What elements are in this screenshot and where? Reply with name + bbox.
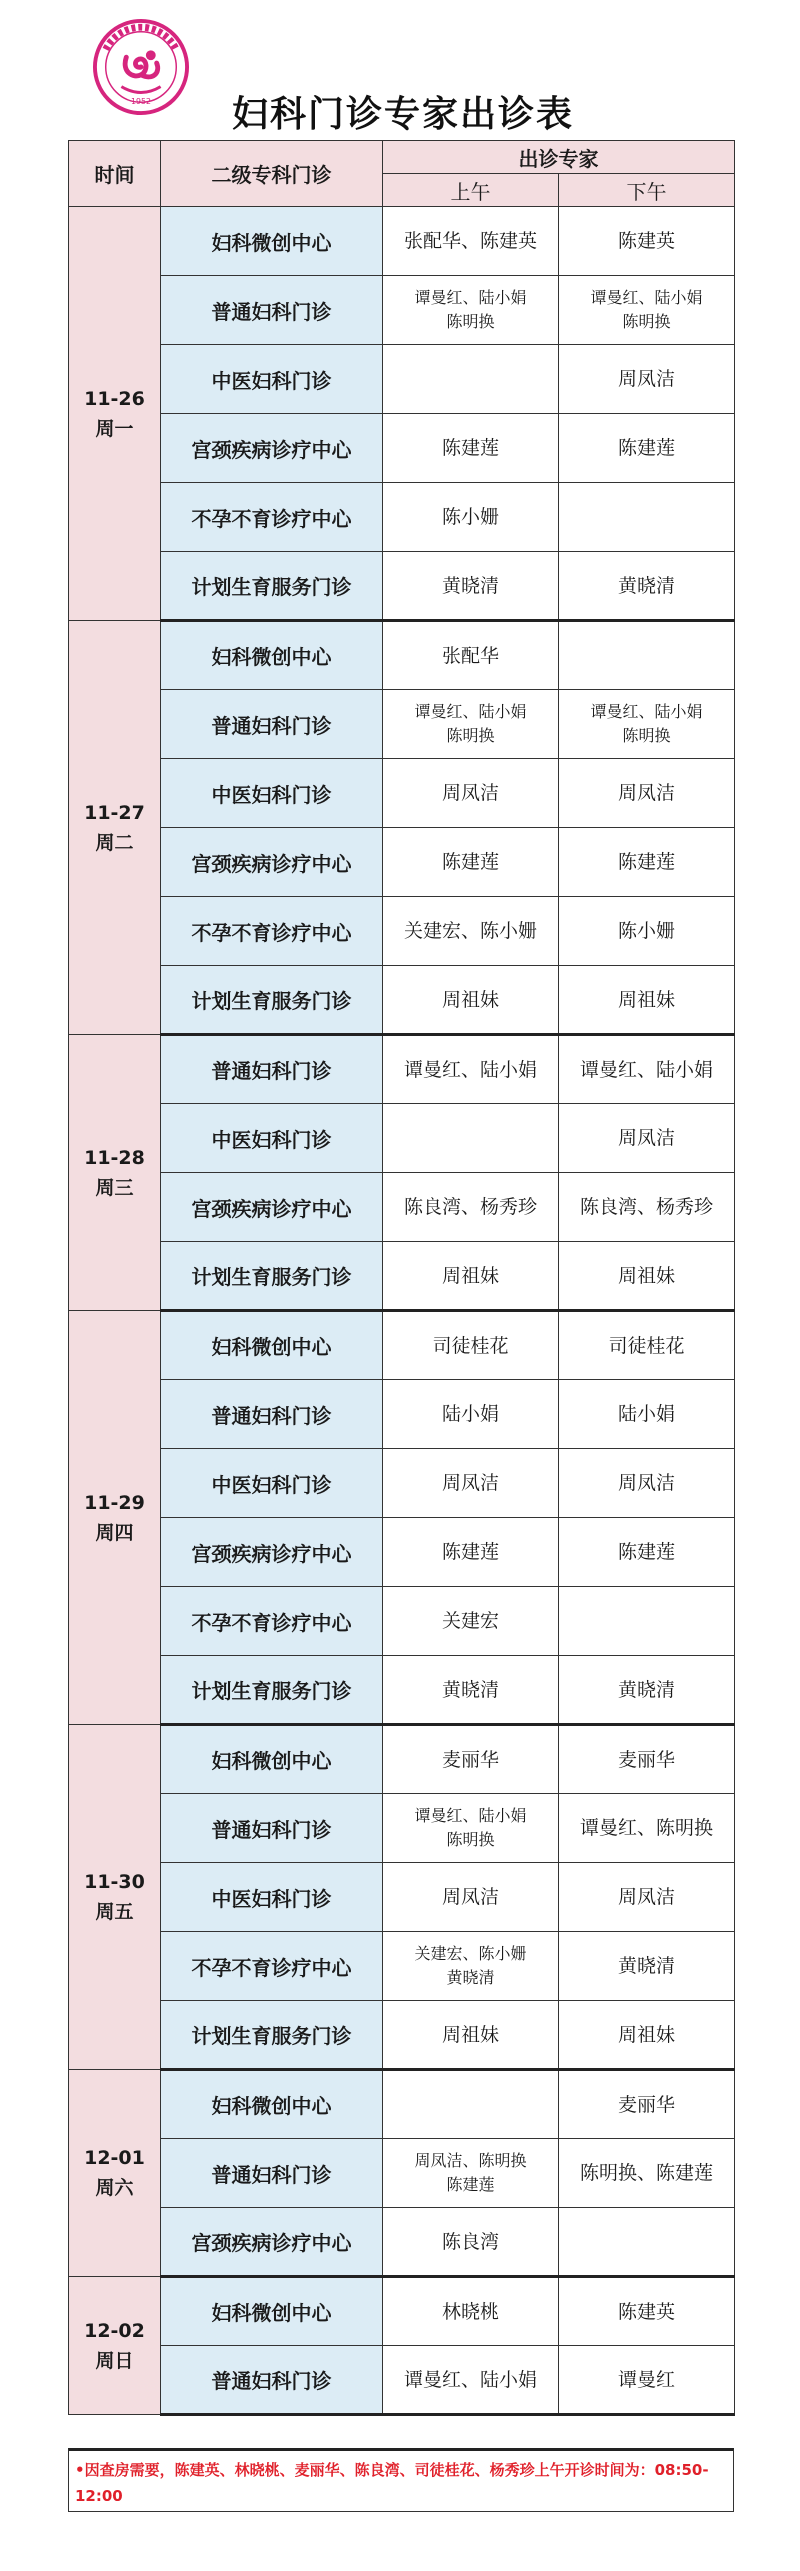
table-row (69, 2070, 735, 2139)
header-am: 上午 (383, 174, 559, 207)
table-row (69, 690, 735, 759)
doctor-pm-cell: 周祖妹 (559, 2001, 735, 2070)
day-weekday: 周五 (95, 1901, 134, 1923)
dept-cell: 计划生育服务门诊 (161, 966, 383, 1035)
doctor-pm-cell: 陈良湾、杨秀珍 (559, 1173, 735, 1242)
day-date: 11-26 (84, 387, 145, 410)
table-row (69, 1311, 735, 1380)
day-cell (69, 621, 161, 1035)
table-row (69, 1173, 735, 1242)
table-row (69, 1449, 735, 1518)
table-row (69, 2277, 735, 2346)
header-time: 时间 (69, 141, 161, 207)
svg-text:1952: 1952 (131, 97, 151, 107)
doctor-pm-cell: 陈小姗 (559, 897, 735, 966)
doctor-pm-cell: 黄晓清 (559, 1656, 735, 1725)
doctor-am-cell: 陈良湾 (383, 2208, 559, 2277)
table-row (69, 345, 735, 414)
doctor-am-cell: 周凤洁 (383, 759, 559, 828)
doctor-am-cell: 张配华、陈建英 (383, 207, 559, 276)
table-row (69, 1725, 735, 1794)
doctor-pm-cell (559, 483, 735, 552)
table-row (69, 1932, 735, 2001)
dept-cell: 普通妇科门诊 (161, 1794, 383, 1863)
dept-cell: 妇科微创中心 (161, 2070, 383, 2139)
doctor-am-cell: 陈良湾、杨秀珍 (383, 1173, 559, 1242)
table-row (69, 828, 735, 897)
doctor-pm-cell: 陈建莲 (559, 414, 735, 483)
dept-cell: 普通妇科门诊 (161, 1380, 383, 1449)
doctor-am-cell: 麦丽华 (383, 1725, 559, 1794)
dept-cell: 计划生育服务门诊 (161, 2001, 383, 2070)
doctor-am-cell: 关建宏 (383, 1587, 559, 1656)
day-date: 12-01 (84, 2147, 145, 2169)
doctor-am-cell: 张配华 (383, 621, 559, 690)
table-row (69, 1518, 735, 1587)
table-row (69, 414, 735, 483)
table-row (69, 207, 735, 276)
doctor-am-cell: 黄晓清 (383, 1656, 559, 1725)
table-row (69, 621, 735, 690)
day-date: 11-29 (84, 1491, 145, 1514)
table-row (69, 2001, 735, 2070)
dept-cell: 计划生育服务门诊 (161, 1656, 383, 1725)
clinic-schedule-table (68, 140, 735, 2416)
doctor-pm-cell: 麦丽华 (559, 1725, 735, 1794)
day-weekday: 周六 (95, 2177, 134, 2199)
doctor-pm-cell: 麦丽华 (559, 2070, 735, 2139)
day-date: 12-02 (84, 2319, 145, 2342)
doctor-pm-cell: 周凤洁 (559, 345, 735, 414)
dept-cell: 宫颈疾病诊疗中心 (161, 2208, 383, 2277)
dept-cell: 不孕不育诊疗中心 (161, 897, 383, 966)
schedule-body (69, 207, 735, 2415)
doctor-am-cell: 陈小姗 (383, 483, 559, 552)
table-row (69, 1656, 735, 1725)
day-cell (69, 2070, 161, 2277)
doctor-am-cell: 周凤洁、陈明换 陈建莲 (383, 2139, 559, 2208)
table-row (69, 1380, 735, 1449)
doctor-pm-cell: 黄晓清 (559, 1932, 735, 2001)
doctor-am-cell (383, 2070, 559, 2139)
dept-cell: 普通妇科门诊 (161, 2139, 383, 2208)
dept-cell: 中医妇科门诊 (161, 1104, 383, 1173)
doctor-pm-cell: 陈明换、陈建莲 (559, 2139, 735, 2208)
dept-cell: 中医妇科门诊 (161, 1449, 383, 1518)
dept-cell: 宫颈疾病诊疗中心 (161, 1518, 383, 1587)
table-row (69, 2208, 735, 2277)
header-pm: 下午 (559, 174, 735, 207)
day-weekday: 周日 (95, 2349, 134, 2372)
doctor-am-cell: 谭曼红、陆小娟 (383, 2346, 559, 2415)
doctor-pm-cell: 陈建莲 (559, 1518, 735, 1587)
doctor-pm-cell: 谭曼红、陆小娟 (559, 1035, 735, 1104)
day-weekday: 周一 (95, 417, 134, 440)
doctor-am-cell: 周凤洁 (383, 1863, 559, 1932)
doctor-am-cell: 周凤洁 (383, 1449, 559, 1518)
doctor-pm-cell: 谭曼红、陆小娟 陈明换 (559, 690, 735, 759)
table-row (69, 966, 735, 1035)
day-weekday: 周三 (95, 1176, 134, 1199)
dept-cell: 中医妇科门诊 (161, 1863, 383, 1932)
dept-cell: 妇科微创中心 (161, 1311, 383, 1380)
doctor-pm-cell (559, 1587, 735, 1656)
table-row (69, 552, 735, 621)
dept-cell: 不孕不育诊疗中心 (161, 1587, 383, 1656)
doctor-pm-cell: 陈建英 (559, 2277, 735, 2346)
doctor-am-cell: 谭曼红、陆小娟 陈明换 (383, 1794, 559, 1863)
doctor-pm-cell: 周凤洁 (559, 1449, 735, 1518)
dept-cell: 宫颈疾病诊疗中心 (161, 1173, 383, 1242)
doctor-pm-cell: 黄晓清 (559, 552, 735, 621)
doctor-am-cell: 司徒桂花 (383, 1311, 559, 1380)
doctor-am-cell: 林晓桃 (383, 2277, 559, 2346)
day-weekday: 周四 (95, 1521, 134, 1544)
doctor-pm-cell: 陈建英 (559, 207, 735, 276)
dept-cell: 妇科微创中心 (161, 1725, 383, 1794)
header-experts: 出诊专家 (383, 141, 735, 174)
day-date: 11-30 (84, 1871, 145, 1893)
doctor-am-cell: 黄晓清 (383, 552, 559, 621)
day-cell (69, 207, 161, 621)
day-date: 11-28 (84, 1146, 145, 1169)
doctor-pm-cell: 谭曼红、陆小娟 陈明换 (559, 276, 735, 345)
dept-cell: 中医妇科门诊 (161, 759, 383, 828)
dept-cell: 计划生育服务门诊 (161, 552, 383, 621)
doctor-am-cell: 关建宏、陈小姗 黄晓清 (383, 1932, 559, 2001)
day-cell (69, 2277, 161, 2415)
table-row (69, 1035, 735, 1104)
dept-cell: 普通妇科门诊 (161, 1035, 383, 1104)
day-weekday: 周二 (95, 831, 134, 854)
doctor-pm-cell: 周凤洁 (559, 1863, 735, 1932)
table-row (69, 1587, 735, 1656)
doctor-am-cell: 陈建莲 (383, 828, 559, 897)
table-row (69, 483, 735, 552)
doctor-am-cell: 陈建莲 (383, 414, 559, 483)
dept-cell: 不孕不育诊疗中心 (161, 1932, 383, 2001)
doctor-pm-cell: 周凤洁 (559, 1104, 735, 1173)
doctor-am-cell: 谭曼红、陆小娟 (383, 1035, 559, 1104)
table-row (69, 897, 735, 966)
day-date: 11-27 (84, 801, 145, 824)
table-row (69, 759, 735, 828)
hospital-logo (92, 18, 190, 116)
dept-cell: 宫颈疾病诊疗中心 (161, 828, 383, 897)
doctor-pm-cell: 谭曼红、陈明换 (559, 1794, 735, 1863)
doctor-pm-cell: 周凤洁 (559, 759, 735, 828)
doctor-pm-cell (559, 621, 735, 690)
doctor-pm-cell: 陈建莲 (559, 828, 735, 897)
doctor-am-cell (383, 345, 559, 414)
dept-cell: 普通妇科门诊 (161, 2346, 383, 2415)
page-header (0, 0, 800, 140)
table-row (69, 2346, 735, 2415)
page-title: 妇科门诊专家出诊表 (232, 94, 575, 135)
dept-cell: 计划生育服务门诊 (161, 1242, 383, 1311)
table-row (69, 1242, 735, 1311)
dept-cell: 妇科微创中心 (161, 621, 383, 690)
doctor-pm-cell: 周祖妹 (559, 1242, 735, 1311)
dept-cell: 妇科微创中心 (161, 2277, 383, 2346)
doctor-pm-cell (559, 2208, 735, 2277)
dept-cell: 普通妇科门诊 (161, 690, 383, 759)
table-row (69, 1104, 735, 1173)
dept-cell: 不孕不育诊疗中心 (161, 483, 383, 552)
footnote: •因查房需要，陈建英、林晓桃、麦丽华、陈良湾、司徒桂花、杨秀珍上午开诊时间为：08:50-12:00 (68, 2448, 734, 2512)
doctor-am-cell: 陆小娟 (383, 1380, 559, 1449)
day-cell (69, 1725, 161, 2070)
doctor-am-cell: 陈建莲 (383, 1518, 559, 1587)
day-cell (69, 1035, 161, 1311)
dept-cell: 妇科微创中心 (161, 207, 383, 276)
doctor-am-cell: 周祖妹 (383, 966, 559, 1035)
table-row (69, 1794, 735, 1863)
doctor-am-cell: 关建宏、陈小姗 (383, 897, 559, 966)
dept-cell: 宫颈疾病诊疗中心 (161, 414, 383, 483)
doctor-am-cell: 谭曼红、陆小娟 陈明换 (383, 690, 559, 759)
table-row (69, 1863, 735, 1932)
table-row (69, 2139, 735, 2208)
header-dept: 二级专科门诊 (161, 141, 383, 207)
doctor-am-cell: 周祖妹 (383, 2001, 559, 2070)
doctor-am-cell: 周祖妹 (383, 1242, 559, 1311)
dept-cell: 普通妇科门诊 (161, 276, 383, 345)
dept-cell: 中医妇科门诊 (161, 345, 383, 414)
doctor-pm-cell: 谭曼红 (559, 2346, 735, 2415)
doctor-pm-cell: 陆小娟 (559, 1380, 735, 1449)
table-row (69, 276, 735, 345)
doctor-am-cell (383, 1104, 559, 1173)
doctor-pm-cell: 周祖妹 (559, 966, 735, 1035)
doctor-am-cell: 谭曼红、陆小娟 陈明换 (383, 276, 559, 345)
day-cell (69, 1311, 161, 1725)
doctor-pm-cell: 司徒桂花 (559, 1311, 735, 1380)
